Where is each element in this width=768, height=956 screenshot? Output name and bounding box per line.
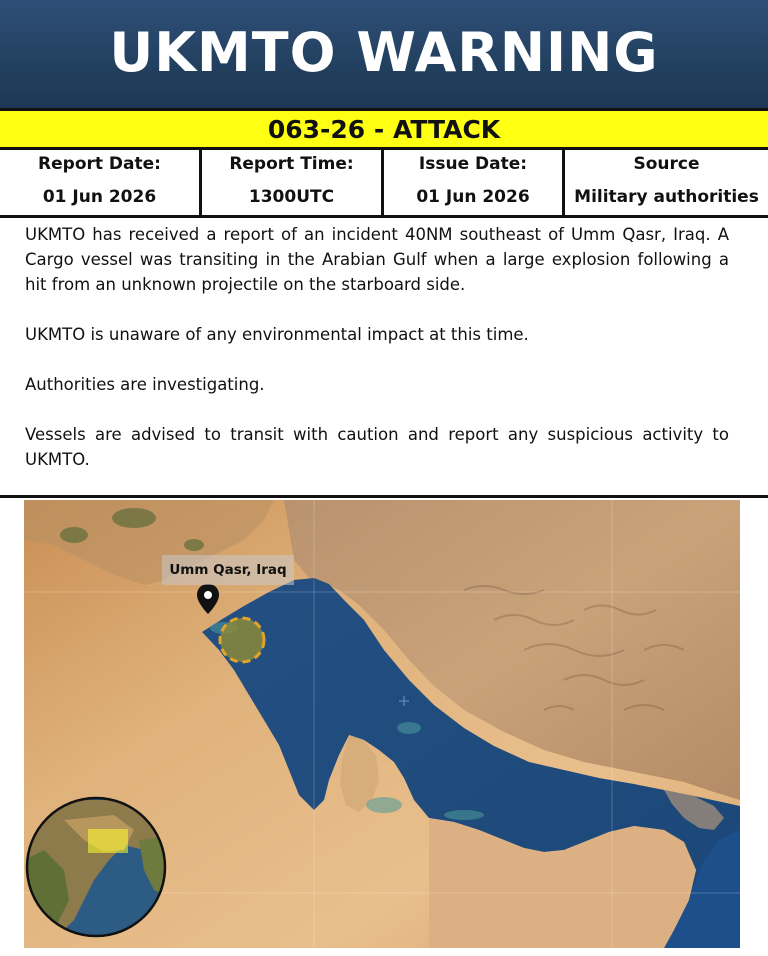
report-date-value: 01 Jun 2026	[42, 187, 157, 207]
issue-date-value: 01 Jun 2026	[416, 187, 530, 207]
alert-title: 063-26 - ATTACK	[267, 114, 501, 144]
issue-date-cell	[384, 150, 565, 215]
location-label-text: Umm Qasr, Iraq	[169, 562, 287, 578]
inset-region-highlight	[88, 829, 128, 853]
source-value: Military authorities	[574, 187, 759, 207]
section-divider	[0, 495, 768, 498]
report-time-cell	[202, 150, 384, 215]
body-paragraph: Vessels are advised to transit with caution and report any suspicious activity to UKMTO.	[25, 425, 729, 469]
source-cell	[565, 150, 768, 215]
body-paragraph: UKMTO is unaware of any environmental impact at this time.	[25, 325, 529, 344]
report-info-table	[0, 150, 768, 218]
report-date-label: Report Date:	[38, 154, 161, 174]
incident-area-marker	[220, 618, 264, 662]
page-title: UKMTO WARNING	[109, 20, 659, 84]
incident-map	[24, 500, 740, 948]
report-time-label: Report Time:	[229, 154, 354, 174]
report-body	[25, 222, 729, 472]
body-paragraph: UKMTO has received a report of an incident 40NM southeast of Umm Qasr, Iraq. A Cargo vessel was transiting in the Arabian Gulf when a large explosion following a hit from an unknown projectile on the starboard side.	[25, 225, 729, 294]
location-label	[162, 555, 294, 585]
source-label: Source	[633, 154, 700, 174]
issue-date-label: Issue Date:	[418, 154, 528, 174]
map-graphic	[24, 500, 740, 948]
body-paragraph: Authorities are investigating.	[25, 375, 265, 394]
report-date-cell	[0, 150, 202, 215]
report-time-value: 1300UTC	[248, 187, 335, 207]
alert-bar	[0, 108, 768, 150]
header-banner	[0, 0, 768, 108]
